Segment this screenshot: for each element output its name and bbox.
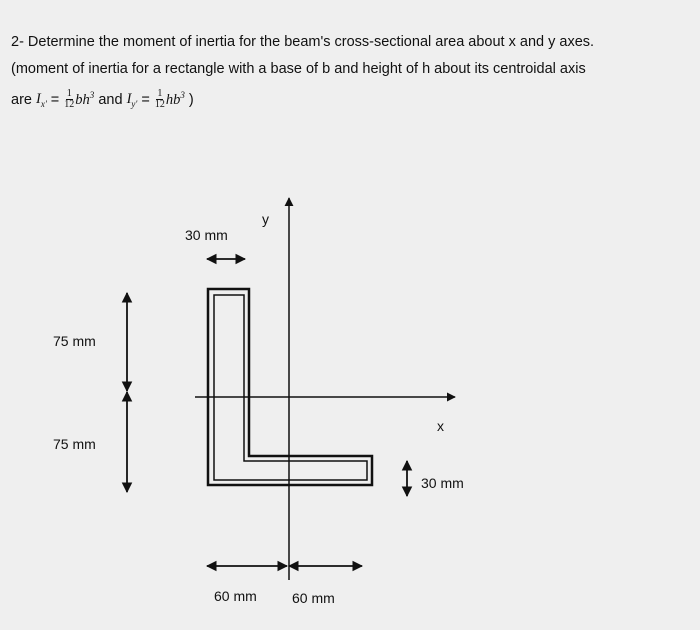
y-axis-label: y xyxy=(262,211,269,227)
fraction-1-12-b: $\frac{1}{12}$ xyxy=(154,88,165,110)
dim-label-top: 30 mm xyxy=(185,227,228,243)
fraction-1-12-a: $\frac{1}{12}$ xyxy=(64,88,75,110)
close-paren: ) xyxy=(188,91,194,108)
dim-label-left-upper: 75 mm xyxy=(53,333,96,349)
l-shaped-section-inner xyxy=(214,295,367,480)
and-text: and xyxy=(98,91,123,108)
iy-symbol: $I_{y'}$ xyxy=(126,90,138,109)
ix-symbol: $I_{x'}$ xyxy=(36,90,47,109)
l-shaped-section xyxy=(208,289,372,485)
dim-label-bottom-right: 60 mm xyxy=(292,590,335,606)
bh-cubed: $bh^3$ xyxy=(75,90,95,108)
dim-label-bottom-left: 60 mm xyxy=(214,588,257,604)
equals-sign-2: = xyxy=(141,91,150,108)
x-axis-label: x xyxy=(437,418,444,434)
dim-label-left-lower: 75 mm xyxy=(53,436,96,452)
problem-statement-line-1: 2- Determine the moment of inertia for the beam's cross-sectional area about x and y axes. xyxy=(11,34,595,50)
are-text: are xyxy=(11,91,32,108)
equals-sign-1: = xyxy=(50,91,60,108)
dim-label-right: 30 mm xyxy=(421,475,464,491)
hb-cubed: $hb^3$ xyxy=(165,90,185,108)
problem-statement-line-2: (moment of inertia for a rectangle with a base of b and height of h about its centroidal axis xyxy=(11,61,586,77)
